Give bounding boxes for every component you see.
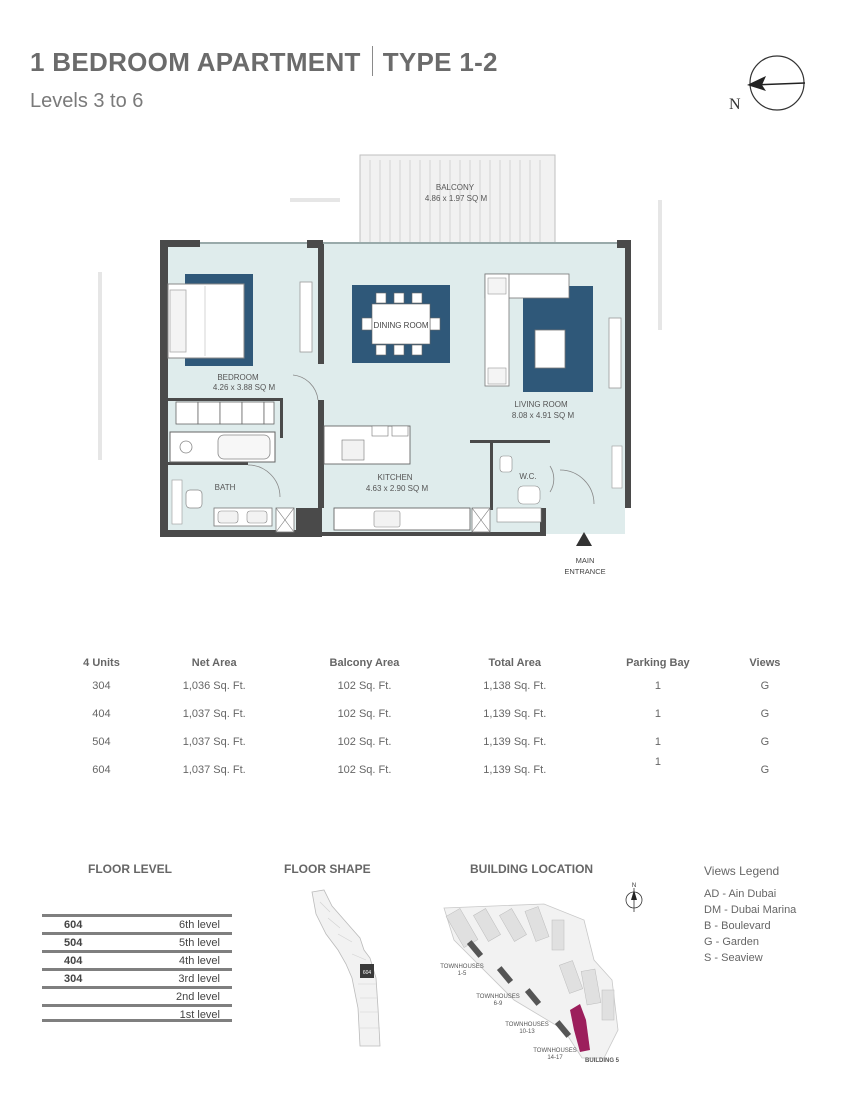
cell-balcony-area: 102 Sq. Ft.	[337, 680, 392, 692]
bedroom-size: 4.26 x 3.88 SQ M	[212, 383, 276, 392]
cell-unit: 504	[92, 736, 111, 748]
level-unit: 304	[64, 973, 83, 985]
dining-area	[352, 285, 450, 363]
legend-item: G - Garden	[704, 936, 760, 948]
townhouses-6-9-label: TOWNHOUSES 6-9	[476, 994, 520, 1007]
title-main: 1 BEDROOM APARTMENT	[30, 47, 361, 77]
living-label: LIVING ROOM	[514, 400, 568, 409]
townhouses-10-13-label: TOWNHOUSES 10-13	[505, 1022, 549, 1035]
level-unit: 504	[64, 937, 83, 949]
cell-views: G	[760, 764, 770, 776]
cell-total-area: 1,139 Sq. Ft.	[483, 708, 547, 720]
kitchen-label: KITCHEN	[377, 473, 413, 482]
location-north: N	[631, 883, 637, 889]
cell-unit: 304	[92, 680, 111, 692]
level-row	[42, 914, 232, 932]
table-row	[60, 756, 800, 784]
level-row	[42, 986, 232, 1004]
cell-net-area: 1,037 Sq. Ft.	[182, 764, 246, 776]
building-location-map	[434, 880, 654, 1070]
location-compass	[626, 883, 642, 912]
floor-level-stack	[42, 914, 232, 1022]
legend-item: AD - Ain Dubai	[704, 888, 777, 900]
cell-total-area: 1,139 Sq. Ft.	[483, 736, 547, 748]
cell-net-area: 1,037 Sq. Ft.	[182, 708, 246, 720]
entrance-line1: MAIN	[575, 556, 595, 565]
entrance-line2: ENTRANCE	[564, 567, 606, 576]
table-header-row	[60, 654, 800, 672]
floor-shape-marker-label: 604	[362, 970, 372, 976]
cell-balcony-area: 102 Sq. Ft.	[337, 764, 392, 776]
legend-item: S - Seaview	[704, 952, 763, 964]
cell-parking: 1	[654, 756, 661, 768]
views-legend	[704, 864, 796, 968]
level-label: 3rd level	[178, 973, 220, 985]
cell-views: G	[760, 736, 770, 748]
living-size: 8.08 x 4.91 SQ M	[511, 411, 575, 420]
col-net-area: Net Area	[191, 657, 237, 669]
cell-net-area: 1,037 Sq. Ft.	[182, 736, 246, 748]
legend-item: DM - Dubai Marina	[704, 904, 797, 916]
level-row	[42, 1004, 232, 1022]
level-row	[42, 968, 232, 986]
cell-unit: 404	[92, 708, 111, 720]
table-row	[60, 672, 800, 700]
cell-total-area: 1,139 Sq. Ft.	[483, 764, 547, 776]
cell-unit: 604	[92, 764, 111, 776]
bath-label: BATH	[214, 483, 236, 492]
views-legend-title: Views Legend	[704, 864, 780, 878]
cell-balcony-area: 102 Sq. Ft.	[337, 736, 392, 748]
col-views: Views	[749, 657, 781, 669]
page-title	[30, 46, 498, 78]
bedroom-label: BEDROOM	[217, 373, 259, 382]
units-table	[60, 654, 800, 784]
page-subtitle: Levels 3 to 6	[30, 90, 144, 112]
main-entrance	[564, 532, 605, 576]
col-total-area: Total Area	[488, 657, 542, 669]
building-location-title: BUILDING LOCATION	[470, 862, 594, 876]
townhouses-14-17-label: TOWNHOUSES 14-17	[533, 1048, 577, 1061]
title-divider	[372, 46, 373, 76]
cell-balcony-area: 102 Sq. Ft.	[337, 708, 392, 720]
dining-label: DINING ROOM	[373, 321, 429, 330]
legend-item: B - Boulevard	[704, 920, 771, 932]
kitchen-size: 4.63 x 2.90 SQ M	[365, 484, 429, 493]
building-5-label: BUILDING 5	[584, 1058, 619, 1064]
level-label: 4th level	[179, 955, 220, 967]
north-compass	[722, 54, 812, 124]
cell-views: G	[760, 708, 770, 720]
cell-parking: 1	[654, 680, 661, 692]
wc-label: W.C.	[519, 472, 537, 481]
cell-parking: 1	[654, 708, 661, 720]
floor-shape-title: FLOOR SHAPE	[284, 862, 371, 876]
north-label: N	[729, 96, 741, 113]
table-row	[60, 700, 800, 728]
col-parking-bay: Parking Bay	[626, 657, 690, 669]
townhouses-1-5-label: TOWNHOUSES 1-5	[440, 964, 484, 977]
cell-total-area: 1,138 Sq. Ft.	[483, 680, 547, 692]
level-label: 6th level	[179, 919, 220, 931]
col-balcony-area: Balcony Area	[329, 657, 400, 669]
title-type: TYPE 1-2	[382, 47, 498, 77]
table-row	[60, 728, 800, 756]
floor-plan	[0, 150, 842, 590]
balcony-size: 4.86 x 1.97 SQ M	[424, 194, 488, 203]
level-label: 2nd level	[175, 991, 220, 1003]
cell-views: G	[760, 680, 770, 692]
cell-parking: 1	[654, 736, 661, 748]
level-unit: 604	[64, 919, 83, 931]
balcony-label: BALCONY	[435, 183, 475, 192]
level-row	[42, 932, 232, 950]
level-unit: 404	[64, 955, 83, 967]
col-units: 4 Units	[83, 657, 120, 669]
cell-net-area: 1,036 Sq. Ft.	[182, 680, 246, 692]
level-label: 1st level	[179, 1009, 220, 1021]
level-row	[42, 950, 232, 968]
floor-shape-diagram	[300, 888, 390, 1048]
floor-level-title: FLOOR LEVEL	[88, 862, 172, 876]
level-label: 5th level	[179, 937, 220, 949]
